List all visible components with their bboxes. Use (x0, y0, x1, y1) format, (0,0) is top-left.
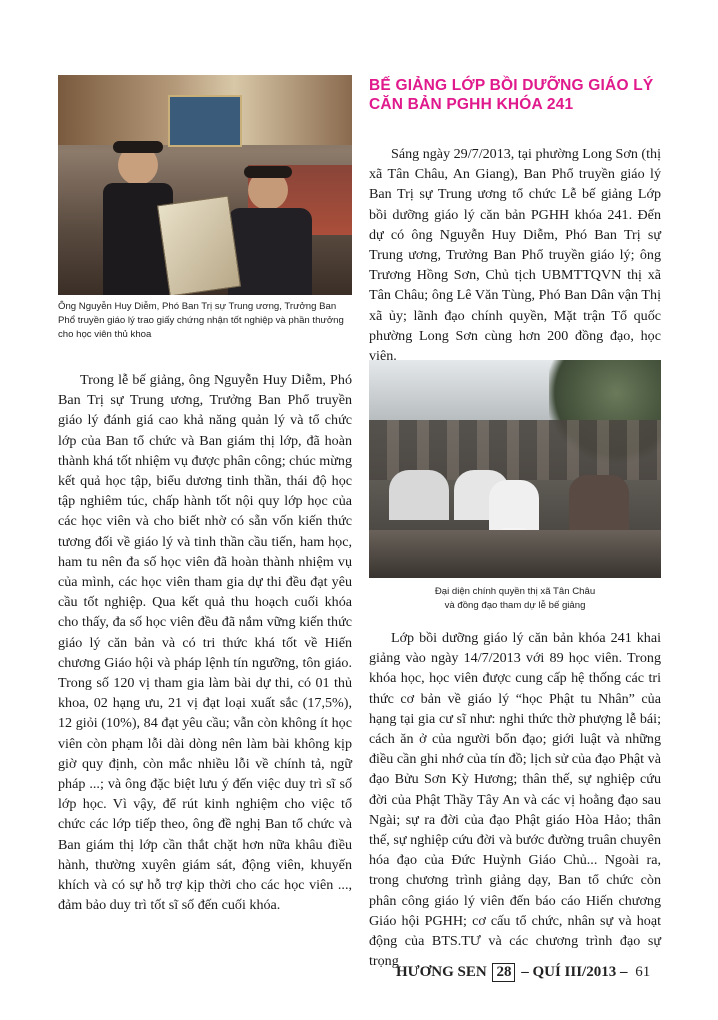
article-headline: BẾ GIẢNG LỚP BỒI DƯỠNG GIÁO LÝ CĂN BẢN PGHH KHÓA 241 (369, 77, 654, 113)
audience-photo (369, 360, 661, 578)
page-footer (396, 963, 662, 982)
photo-left-caption: Ông Nguyễn Huy Diễm, Phó Ban Trị sự Trung ương, Trưởng Ban Phổ truyền giáo lý trao giấy chứng nhận tốt nghiệp và phần thưởng cho học viên thủ khoa (58, 301, 344, 340)
issue-number: 28 (492, 963, 515, 982)
magazine-name: HƯƠNG SEN (396, 964, 487, 980)
photo-right-caption-line1: Đại diện chính quyền thị xã Tân Châu (434, 586, 596, 597)
article-intro: Sáng ngày 29/7/2013, tại phường Long Sơn (thị xã Tân Châu, An Giang), Ban Phổ truyền giáo lý Ban Trị sự Trung ương tổ chức Lễ bế giảng Lớp bồi dưỡng giáo lý căn bản PGHH khóa 241. Đến dự có ông Nguyễn Huy Diễm, Phó Ban Trị sự Trung ương, Trưởng Ban Phổ truyền giáo lý; ông Trương Hồng Sơn, Chủ tịch UBMTTQVN thị xã Tân Châu; ông Lê Văn Tùng, Phó Ban Dân vận Thị xã ủy; lãnh đạo chính quyền, Mặt trận Tổ quốc phường Long Sơn cùng hơn 200 đồng đạo, học viên. (369, 146, 661, 365)
article-body-left: Trong lễ bế giảng, ông Nguyễn Huy Diễm, Phó Ban Trị sự Trung ương, Trưởng Ban Phổ truyền giáo lý đánh giá cao khả năng quản lý và tổ chức lớp của Ban tổ chức và Ban giám thị lớp, đã hoàn thành khá tốt nhiệm vụ được phân công; chúc mừng kết quả học tập, biểu dương tinh thần, thái độ học tập nghiêm túc, chấp hành tốt nội quy lớp học của các học viên và cho biết nhờ có sẵn vốn kiến thức tương đối về giáo lý và tinh thần cầu tiến, ham học, ham tu nên đa số học viên đã hoàn thành nhiệm vụ của mình, các học viên tham gia dự thi đều đạt yêu cầu tốt nghiệp. Qua kết quả thu hoạch cuối khóa cho thấy, đa số học viên đều đã nắm vững kiến thức giáo lý căn bản và có tri thức khá tốt về Hiến chương Giáo hội và pháp lệnh tín ngưỡng, tôn giáo. Trong số 120 vị tham gia làm bài dự thi, có 01 thủ khoa, 02 hạng ưu, 21 vị đạt loại xuất sắc (17,5%), 12 giỏi (10%), 84 đạt yêu cầu; vẫn còn không ít học viên còn phạm lỗi dài dòng nên làm bài không kịp giờ quy định, còn mắc nhiều lỗi về chính tả, ngữ pháp ...; và ông đặc biệt lưu ý đến việc duy trì sĩ số lớp học. Vì vậy, để rút kinh nghiệm cho việc tổ chức các lớp tiếp theo, ông đề nghị Ban tổ chức và Ban giám thị lớp cần thắt chặt hơn nữa khâu điều hành, thường xuyên giám sát, động viên, khuyến khích và có sự hỗ trợ kịp thời cho các học viên ..., đảm bảo duy trì tốt sĩ số đến cuối khóa. (58, 372, 352, 914)
photo-right-caption-line2: và đồng đạo tham dự lễ bế giảng (444, 600, 586, 611)
award-ceremony-photo (58, 75, 352, 295)
article-body-right: Lớp bồi dưỡng giáo lý căn bản khóa 241 khai giảng vào ngày 14/7/2013 với 89 học viên. Trong khóa học, học viên được cung cấp hệ thống các tri thức cơ bản về giáo lý “học Phật tu Nhân” của hạng tại gia cư sĩ như: nghi thức thờ phượng lễ bái; cách ăn ở của người bổn đạo; giới luật và những điều cần ghi nhớ của tín đồ; lịch sử của đạo Phật và đạo Bửu Sơn Kỳ Hương; thân thế, sự nghiệp cứu đời của Phật Thầy Tây An và các vị hoằng đạo sau Ngài; sự ra đời của đạo Phật giáo Hòa Hảo; thân thế, sự nghiệp cứu đời và bước đường truân chuyên hóa đạo của Đức Huỳnh Giáo Chủ... Ngoài ra, trong chương trình giảng dạy, Ban tổ chức còn phân công giáo lý viên đến báo cáo Hiến chương Giáo hội PGHH; cơ cấu tổ chức, nhân sự và hoạt động của BTS.TƯ và các chương trình đạo sự trọng (369, 630, 661, 970)
page-number: 61 (635, 964, 651, 980)
issue-quarter: – QUÍ III/2013 – (521, 964, 628, 980)
photo-right-caption (369, 585, 661, 613)
